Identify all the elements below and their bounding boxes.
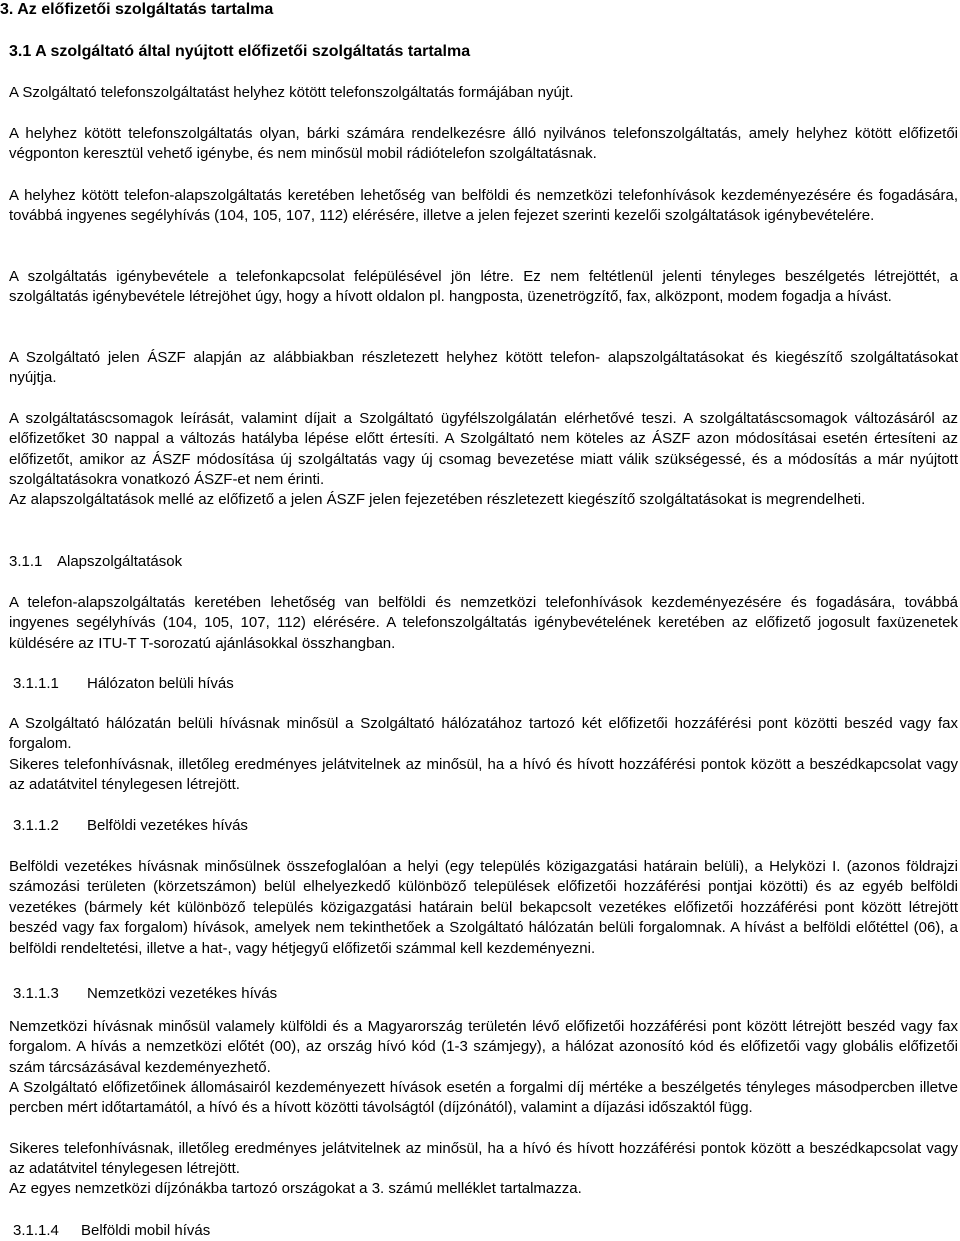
paragraph-basic-services: A telefon-alapszolgáltatás keretében lehetőség van belföldi és nemzetközi telefonhívások kezdeményezésére és fogadására, továbbá ingyenes segélyhívás (104, 105, 107, 112) elérésére. A telefonszolgáltatás igénybevételének keretében az előfizető jogosult faxüzenetek küldésére az ITU-T T-sorozatú ajánlásokkal összhangban. [9,594,958,652]
heading-number: 3.1.1.4 [13,1222,59,1239]
paragraph-successful-call-1: Sikeres telefonhívásnak, illetőleg eredményes jelátvitelnek az minősül, ha a hívó és hívott hozzáférési pontok között a beszédkapcsolat vagy az adatátvitel ténylegesen létrejött. [9,756,958,794]
paragraph-successful-call-2: Sikeres telefonhívásnak, illetőleg eredményes jelátvitelnek az minősül, ha a hívó és hívott hozzáférési pontok között a beszédkapcsolat vagy az adatátvitel ténylegesen létrejött. [9,1140,958,1178]
paragraph-traffic-fee: A Szolgáltató előfizetőinek állomásairól kezdeményezett hívások esetén a forgalmi díj mértéke a beszélgetés tényleges másodpercben illetve percben mért időtartamától, a hívó és a hívott közötti távolságtól (díjzónától), valamint a díjazási időszaktól függ. [9,1079,958,1117]
paragraph-fixed-service-definition: A helyhez kötött telefonszolgáltatás olyan, bárki számára rendelkezésre álló nyilvános telefonszolgáltatás, amely helyhez kötött előfizetői végponton keresztül vehető igénybe, és nem minősül mobil rádiótelefon szolgáltatásnak. [9,125,958,163]
paragraph-aszf-services: A Szolgáltató jelen ÁSZF alapján az alábbiakban részletezett helyhez kötött telefon- alapszolgáltatásokat és kiegészítő szolgáltatásokat nyújtja. [9,349,958,387]
heading-number: 3.1.1.1 [13,675,59,692]
paragraph-service-usage: A szolgáltatás igénybevétele a telefonkapcsolat felépülésével jön létre. Ez nem feltétlenül jelenti tényleges beszélgetés létrejöttét, a szolgáltatás igénybevétele létrejöhet úgy, hogy a hívott oldalon pl. hangposta, üzenetrögzítő, fax, alközpont, modem fogadja a hívást. [9,268,958,306]
subsection-heading-3-1-1-3 [13,984,277,1004]
subsection-heading-3-1-1-4 [13,1221,210,1241]
subsection-heading-3-1-1-2 [13,816,248,836]
subsection-heading-3-1-1-1 [13,674,234,694]
paragraph-service-packages: A szolgáltatáscsomagok leírását, valamint díjait a Szolgáltató ügyfélszolgálatán elérhetővé teszi. A szolgáltatáscsomagok változásáról az előfizetőket 30 nappal a változás hatályba lépése előtt értesíti. A Szolgáltató nem köteles az ÁSZF azon módosításai esetén értesíteni az előfizetőt, amikor az ÁSZF módosítása új szolgáltatás vagy új csomag bevezetése miatt válik szükségessé, és a módosítás a már nyújtott szolgáltatásokra vonatkozó ÁSZF-et nem érinti. [9,410,958,489]
paragraph-on-net-call: A Szolgáltató hálózatán belüli hívásnak minősül a Szolgáltató hálózatához tartozó két előfizetői hozzáférési pont közötti beszéd vagy fax forgalom. [9,715,958,753]
paragraph-domestic-fixed-call: Belföldi vezetékes hívásnak minősülnek összefoglalóan a helyi (egy település közigazgatási határain belüli), a Helyközi I. (azonos földrajzi számozási területen (körzetszámon) belül elhelyezkedő különböző települések előfizetői hozzáférési pontjai közötti) és az egyéb belföldi vezetékes (bármely két különböző település közigazgatási határain belül bekapcsolt vezetékes előfizetői hozzáférési pont között létrejött beszéd vagy fax forgalom) hívások, amelyek nem tekinthetőek a Szolgáltató hálózatán belüli forgalomnak. A hívást a belföldi előtéttel (06), a belföldi rendeltetési, illetve a hat-, vagy hétjegyű előfizetői számmal kell kezdeményezni. [9,858,958,957]
heading-title: Nemzetközi vezetékes hívás [87,985,278,1002]
heading-title: Belföldi mobil hívás [81,1222,211,1239]
section-heading-3: 3. Az előfizetői szolgáltatás tartalma [0,1,274,18]
subsection-heading-3-1-1 [9,552,182,572]
paragraph-international-zones: Az egyes nemzetközi díjzónákba tartozó országokat a 3. számú melléklet tartalmazza. [9,1180,582,1197]
section-heading-3-1: 3.1 A szolgáltató által nyújtott előfizetői szolgáltatás tartalma [9,43,471,60]
heading-number: 3.1.1.2 [13,817,59,834]
paragraph-service-form: A Szolgáltató telefonszolgáltatást helyhez kötött telefonszolgáltatás formájában nyújt. [9,84,574,101]
heading-title: Alapszolgáltatások [57,553,183,570]
paragraph-basic-service-scope: A helyhez kötött telefon-alapszolgáltatás keretében lehetőség van belföldi és nemzetközi telefonhívások kezdeményezésére és fogadására, továbbá ingyenes segélyhívás (104, 105, 107, 112) elérésére, illetve a jelen fejezet szerinti kezelői szolgáltatások igénybevételére. [9,187,958,225]
paragraph-international-call: Nemzetközi hívásnak minősül valamely külföldi és a Magyarország területén lévő előfizetői hozzáférési pont között létrejött beszéd vagy fax forgalom. A hívás a nemzetközi előtét (00), az ország hívó kód (1-3 számjegy), a hálózat azonosító kód és előfizetői vagy globális előfizetői szám tárcsázásával kezdeményezhető. [9,1018,958,1076]
heading-number: 3.1.1.3 [13,985,59,1002]
heading-title: Belföldi vezetékes hívás [87,817,248,834]
heading-number: 3.1.1 [9,553,43,570]
heading-title: Hálózaton belüli hívás [87,675,234,692]
paragraph-supplementary-services: Az alapszolgáltatások mellé az előfizető a jelen ÁSZF jelen fejezetében részletezett kiegészítő szolgáltatásokat is megrendelheti. [9,491,866,508]
